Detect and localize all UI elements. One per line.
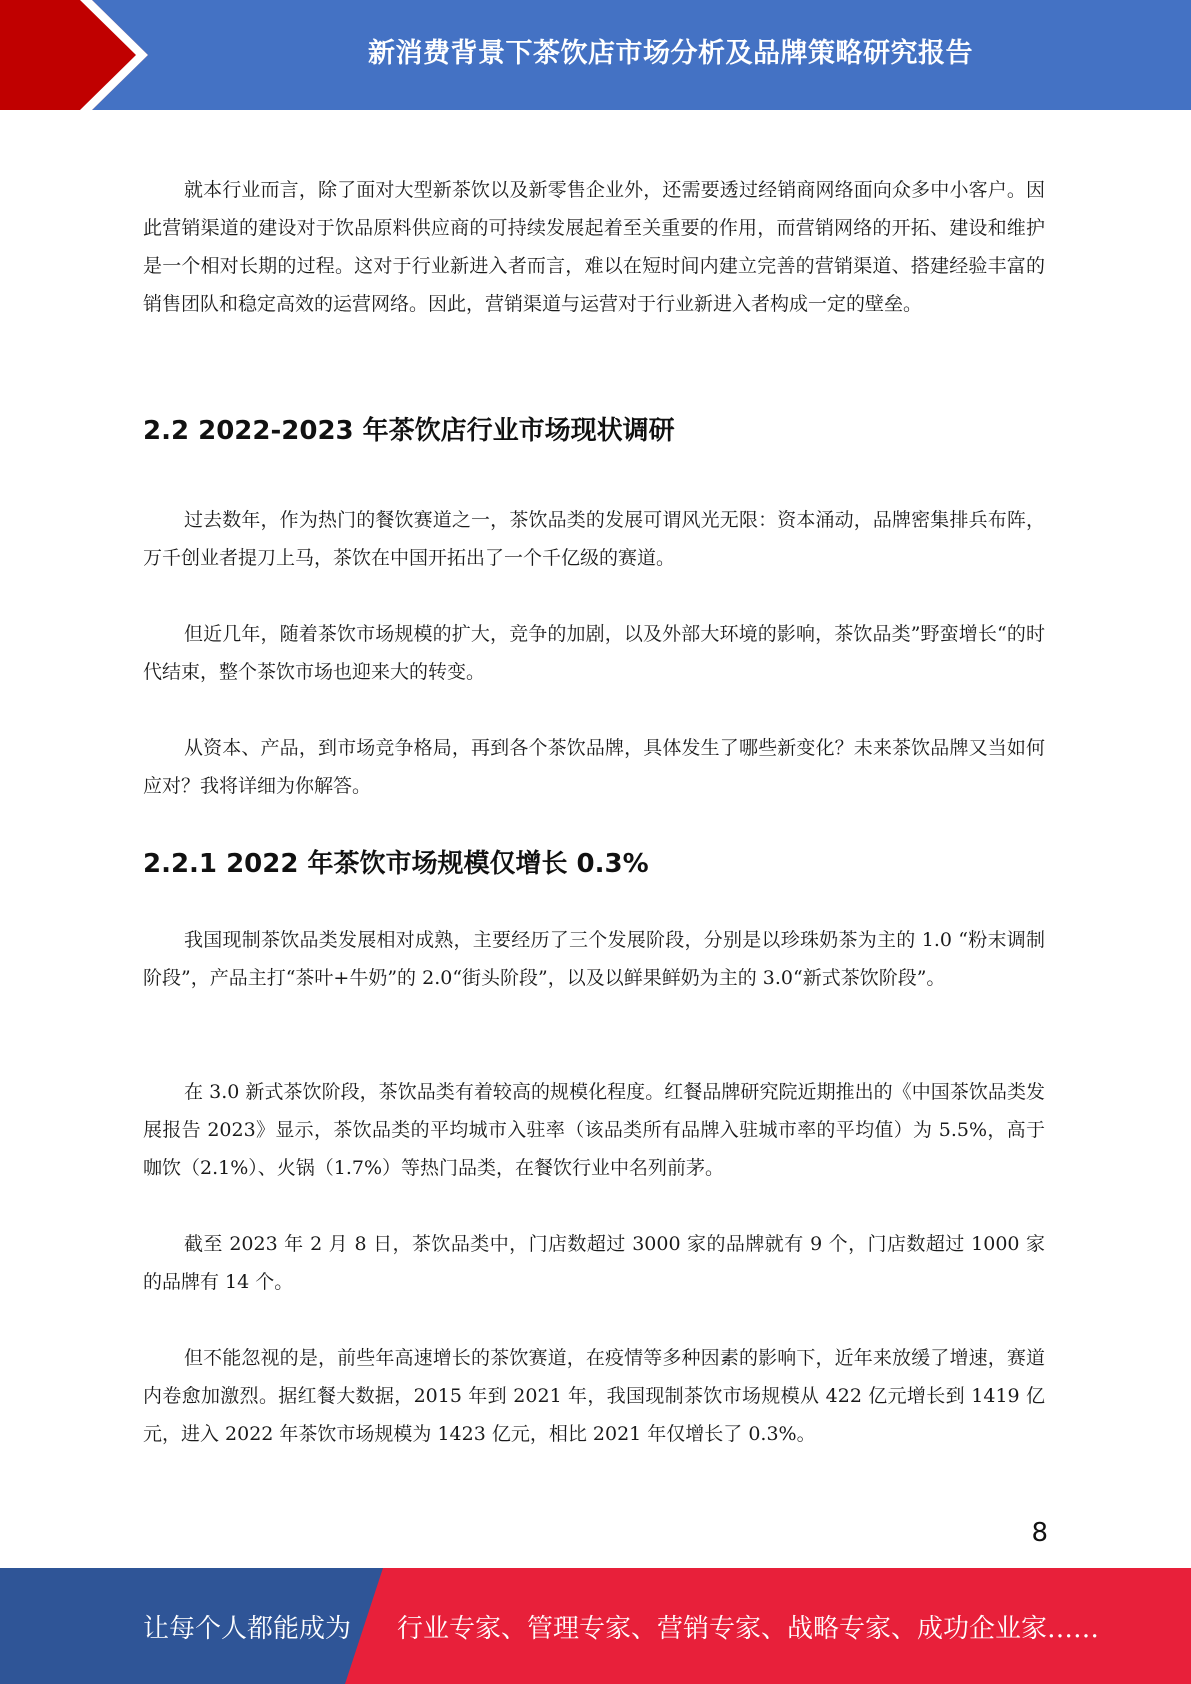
section-heading-2-2-1: 2.2.1 2022 年茶饮市场规模仅增长 0.3% [143, 849, 649, 879]
paragraph-market-size: 但不能忽视的是，前些年高速增长的茶饮赛道，在疫情等多种因素的影响下，近年来放缓了增速，赛道内卷愈加激烈。据红餐大数据，2015 年到 2021 年，我国现制茶饮市场规模从 422 亿元增长到 1419 亿元，进入 2022 年茶饮市场规模为 1423 亿元，相比 2021 年仅增长了 0.3%。 [143, 1347, 1045, 1445]
chevron-red-shape [0, 0, 148, 110]
footer-slogan-left: 让每个人都能成为 [143, 1613, 352, 1644]
page-footer [0, 1568, 1191, 1684]
paragraph-past-years: 过去数年，作为热门的餐饮赛道之一，茶饮品类的发展可谓风光无限：资本涌动，品牌密集排兵布阵，万千创业者提刀上马，茶饮在中国开拓出了一个千亿级的赛道。 [143, 509, 1045, 569]
chevron-decoration-icon [0, 0, 160, 110]
paragraph-barriers: 就本行业而言，除了面对大型新茶饮以及新零售企业外，还需要透过经销商网络面向众多中小客户。因此营销渠道的建设对于饮品原料供应商的可持续发展起着至关重要的作用，而营销网络的开拓、建设和维护是一个相对长期的过程。这对于行业新进入者而言，难以在短时间内建立完善的营销渠道、搭建经验丰富的销售团队和稳定高效的运营网络。因此，营销渠道与运营对于行业新进入者构成一定的壁垒。 [143, 179, 1045, 315]
footer-slogan-right: 行业专家、管理专家、营销专家、战略专家、成功企业家…… [397, 1613, 1100, 1644]
paragraph-stages: 我国现制茶饮品类发展相对成熟，主要经历了三个发展阶段，分别是以珍珠奶茶为主的 1.0 “粉末调制阶段”，产品主打“茶叶+牛奶”的 2.0“街头阶段”，以及以鲜果鲜奶为主的 3.0“新式茶饮阶段”。 [143, 929, 1045, 989]
paragraph-recent-years: 但近几年，随着茶饮市场规模的扩大，竞争的加剧，以及外部大环境的影响，茶饮品类”野蛮增长“的时代结束，整个茶饮市场也迎来大的转变。 [143, 623, 1045, 683]
document-title: 新消费背景下茶饮店市场分析及品牌策略研究报告 [368, 37, 973, 69]
page-number: 8 [1031, 1518, 1048, 1548]
paragraph-store-counts: 截至 2023 年 2 月 8 日，茶饮品类中，门店数超过 3000 家的品牌就有 9 个，门店数超过 1000 家的品牌有 14 个。 [143, 1233, 1045, 1293]
page-header [0, 0, 1191, 110]
section-heading-2-2: 2.2 2022-2023 年茶饮店行业市场现状调研 [143, 416, 675, 446]
paragraph-questions: 从资本、产品，到市场竞争格局，再到各个茶饮品牌，具体发生了哪些新变化？未来茶饮品牌又当如何应对？我将详细为你解答。 [143, 737, 1045, 797]
paragraph-scale: 在 3.0 新式茶饮阶段，茶饮品类有着较高的规模化程度。红餐品牌研究院近期推出的《中国茶饮品类发展报告 2023》显示，茶饮品类的平均城市入驻率（该品类所有品牌入驻城市率的平均值）为 5.5%，高于咖饮（2.1%）、火锅（1.7%）等热门品类，在餐饮行业中名列前茅。 [143, 1081, 1045, 1179]
